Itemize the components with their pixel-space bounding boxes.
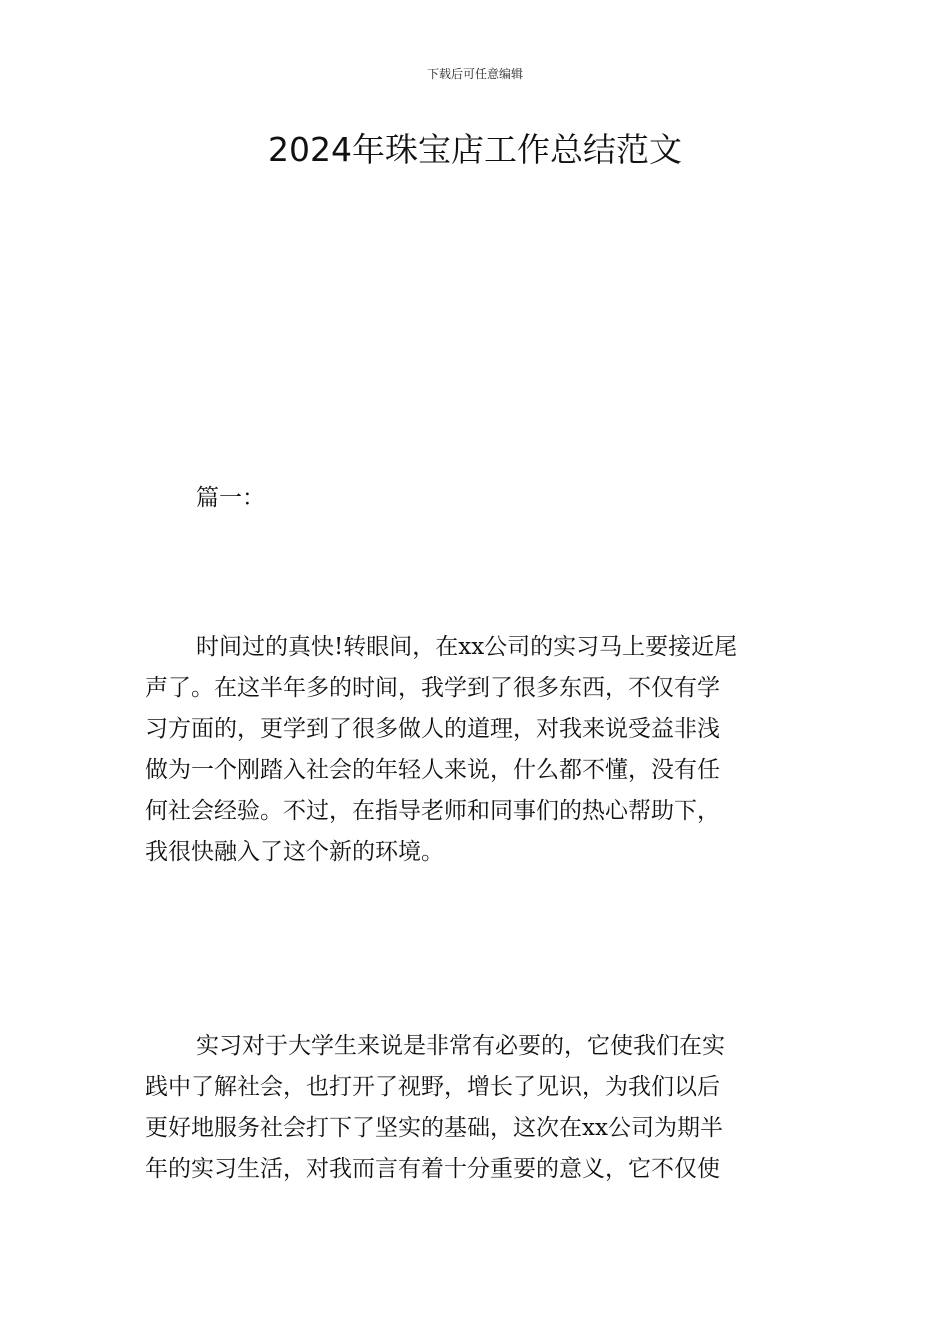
paragraph-1 <box>145 627 810 873</box>
paragraph-line: 时间过的真快!转眼间，在xx公司的实习马上要接近尾 <box>196 634 738 660</box>
paragraph-line: 我很快融入了这个新的环境。 <box>145 839 444 865</box>
paragraph-line: 年的实习生活，对我而言有着十分重要的意义，它不仅使 <box>145 1156 720 1182</box>
paragraph-line: 更好地服务社会打下了坚实的基础，这次在xx公司为期半 <box>145 1115 723 1141</box>
header-note: 下载后可任意编辑 <box>426 67 523 81</box>
paragraph-line: 践中了解社会，也打开了视野，增长了见识，为我们以后 <box>145 1074 720 1100</box>
section-heading: 篇一： <box>196 485 265 511</box>
paragraph-line: 习方面的，更学到了很多做人的道理，对我来说受益非浅 <box>145 716 720 742</box>
paragraph-2 <box>145 1026 810 1190</box>
document-title: 2024年珠宝店工作总结范文 <box>268 130 682 169</box>
paragraph-line: 做为一个刚踏入社会的年轻人来说，什么都不懂，没有任 <box>145 757 720 783</box>
paragraph-line: 实习对于大学生来说是非常有必要的，它使我们在实 <box>196 1033 725 1059</box>
paragraph-line: 声了。在这半年多的时间，我学到了很多东西，不仅有学 <box>145 675 720 701</box>
paragraph-line: 何社会经验。不过，在指导老师和同事们的热心帮助下， <box>145 798 720 824</box>
